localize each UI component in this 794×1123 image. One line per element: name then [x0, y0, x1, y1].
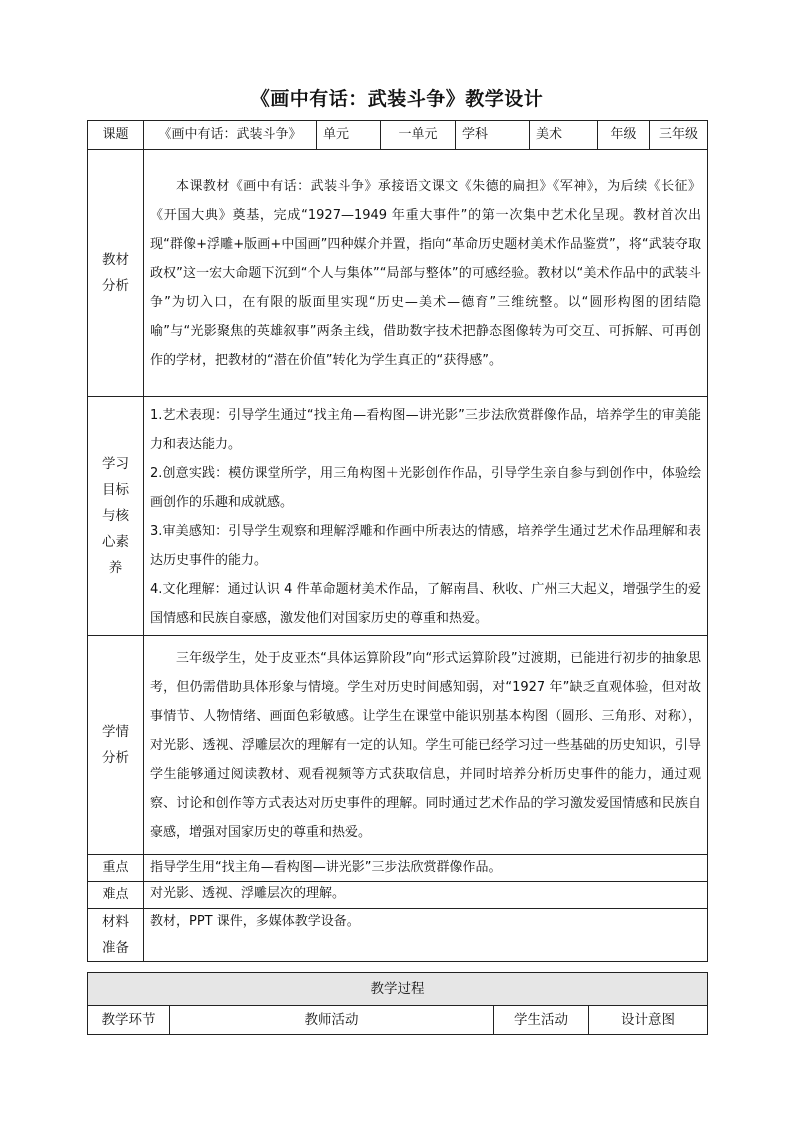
objective-item: 1.艺术表现：引导学生通过“找主角—看构图—讲光影”三步法欣赏群像作品，培养学生的审美能力和表达能力。 [150, 408, 701, 452]
objectives-row [88, 397, 708, 636]
materials-label [88, 909, 144, 962]
materials-text: 教材，PPT 课件，多媒体教学设备。 [144, 909, 708, 962]
column-teacher-activity: 教师活动 [170, 1006, 494, 1035]
objective-item: 2.创意实践：模仿课堂所学，用三角构图＋光影创作作品，引导学生亲自参与到创作中，体验绘画创作的乐趣和成就感。 [150, 466, 701, 510]
info-row [88, 121, 708, 150]
student-analysis-content [144, 636, 708, 855]
student-analysis-label [88, 636, 144, 855]
materials-label-line1: 材料 [102, 914, 129, 930]
topic-value: 《画中有话：武装斗争》 [144, 121, 317, 150]
teaching-process-table [87, 972, 708, 1035]
textbook-analysis-row [88, 150, 708, 397]
objectives-label-line: 心素 [102, 534, 129, 550]
subject-label: 学科 [456, 121, 530, 150]
grade-label: 年级 [598, 121, 650, 150]
student-analysis-label-line1: 学情 [102, 724, 129, 740]
student-analysis-row [88, 636, 708, 855]
student-analysis-text: 三年级学生，处于皮亚杰“具体运算阶段”向“形式运算阶段”过渡期，已能进行初步的抽象思考，但仍需借助具体形象与情境。学生对历史时间感知弱，对“1927 年”缺乏直观体验，但对故事情节、人物情绪、画面色彩敏感。让学生在课堂中能识别基本构图（圆形、三角形、对称），对光影、透视、浮雕层次的理解有一定的认知。学生可能已经学习过一些基础的历史知识，引导学生能够通过阅读教材、观看视频等方式获取信息，并同时培养分析历史事件的能力，通过观察、讨论和创作等方式表达对历史事件的理解。同时通过艺术作品的学习激发爱国情感和民族自豪感，增强对国家历史的尊重和热爱。 [150, 650, 701, 840]
topic-label: 课题 [88, 121, 144, 150]
grade-value: 三年级 [650, 121, 708, 150]
textbook-analysis-label-line2: 分析 [102, 278, 129, 294]
textbook-analysis-label-line1: 教材 [102, 252, 129, 268]
difficulty-row [88, 882, 708, 909]
textbook-analysis-text: 本课教材《画中有话：武装斗争》承接语文课文《朱德的扁担》《军神》，为后续《长征》《开国大典》奠基，完成“1927—1949 年重大事件”的第一次集中艺术化呈现。教材首次出现“群像+浮雕+版画+中国画”四种媒介并置，指向“革命历史题材美术作品鉴赏”，将“武装夺取政权”这一宏大命题下沉到“个人与集体”“局部与整体”的可感经验。教材以“美术作品中的武装斗争”为切入口，在有限的版面里实现“历史—美术—德育”三维统整。以“圆形构图的团结隐喻”与“光影聚焦的英雄叙事”两条主线，借助数字技术把静态图像转为可交互、可拆解、可再创作的学材，把教材的“潜在价值”转化为学生真正的“获得感”。 [150, 178, 701, 368]
objectives-label-line: 养 [108, 560, 123, 576]
process-header: 教学过程 [88, 973, 708, 1006]
process-columns-row [88, 1006, 708, 1035]
objective-item: 3.审美感知：引导学生观察和理解浮雕和作画中所表达的情感，培养学生通过艺术作品理解和表达历史事件的能力。 [150, 524, 701, 568]
objectives-label-line: 与核 [102, 508, 129, 524]
objectives-content [144, 397, 708, 636]
objectives-label-line: 学习 [102, 456, 129, 472]
unit-label: 单元 [317, 121, 381, 150]
unit-value: 一单元 [381, 121, 456, 150]
process-header-row [88, 973, 708, 1006]
materials-row [88, 909, 708, 962]
difficulty-text: 对光影、透视、浮雕层次的理解。 [144, 882, 708, 909]
objective-item: 4.文化理解：通过认识 4 件革命题材美术作品，了解南昌、秋收、广州三大起义，增强学生的爱国情感和民族自豪感，激发他们对国家历史的尊重和热爱。 [150, 582, 701, 626]
objectives-label-line: 目标 [102, 482, 129, 498]
lesson-plan-table [87, 120, 708, 962]
objectives-label [88, 397, 144, 636]
column-design-intent: 设计意图 [589, 1006, 708, 1035]
student-analysis-label-line2: 分析 [102, 750, 129, 766]
key-point-text: 指导学生用“找主角—看构图—讲光影”三步法欣赏群像作品。 [144, 855, 708, 882]
textbook-analysis-content [144, 150, 708, 397]
materials-label-line2: 准备 [102, 940, 129, 956]
key-point-label: 重点 [88, 855, 144, 882]
column-stage: 教学环节 [88, 1006, 170, 1035]
textbook-analysis-label [88, 150, 144, 397]
column-student-activity: 学生活动 [494, 1006, 589, 1035]
subject-value: 美术 [530, 121, 598, 150]
difficulty-label: 难点 [88, 882, 144, 909]
key-point-row [88, 855, 708, 882]
document-title: 《画中有话：武装斗争》教学设计 [250, 88, 544, 110]
